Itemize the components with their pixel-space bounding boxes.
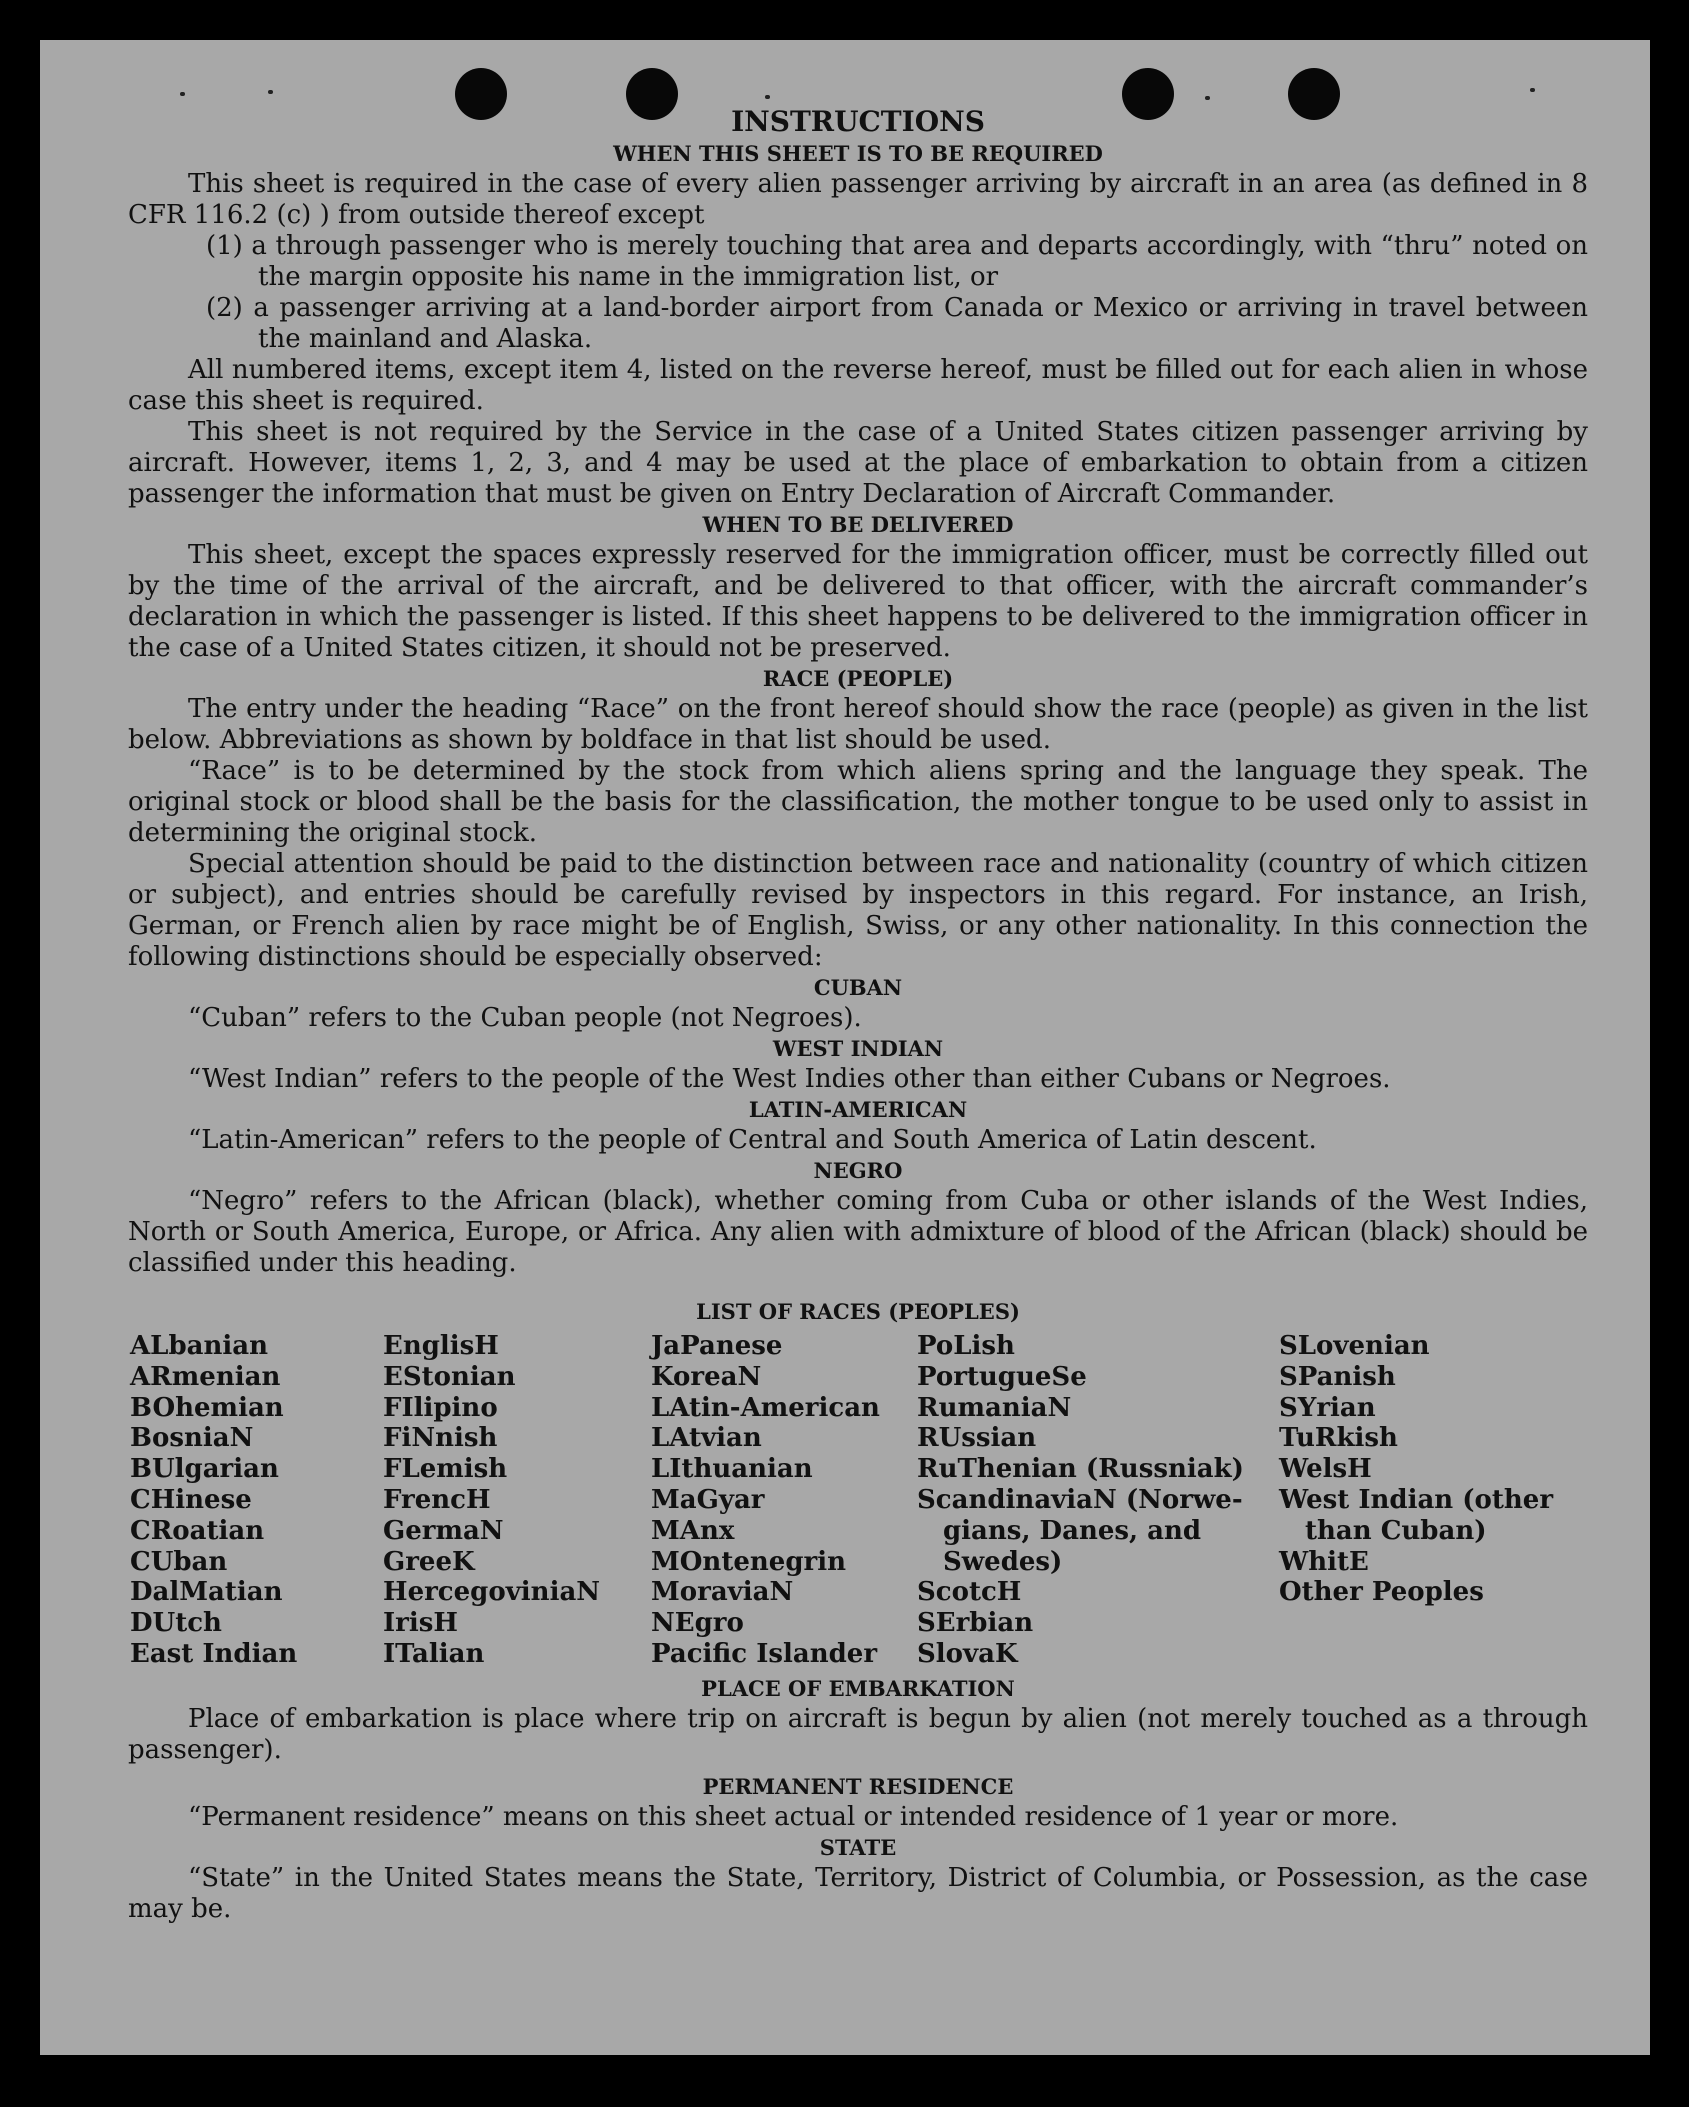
race-item: WhitE (1279, 1546, 1369, 1577)
race-item: LAtin-American (651, 1392, 880, 1423)
race-item: ARmenian (130, 1361, 281, 1392)
paragraph: “Cuban” refers to the Cuban people (not Negroes). (188, 1003, 862, 1033)
race-item: ALbanian (130, 1331, 269, 1361)
race-item: SLovenian (1279, 1331, 1430, 1361)
race-item: PortugueSe (917, 1361, 1087, 1392)
speck (1530, 88, 1535, 92)
race-item: East Indian (130, 1638, 298, 1669)
race-item: RUssian (917, 1423, 1037, 1454)
section-heading: PLACE OF EMBARKATION (701, 1675, 1015, 1701)
race-item: EnglisH (383, 1331, 499, 1361)
race-item: DalMatian (130, 1577, 283, 1608)
race-item: LAtvian (651, 1423, 762, 1454)
section-heading: RACE (PEOPLE) (762, 666, 954, 691)
speck (1205, 96, 1210, 100)
races-column (917, 1331, 1279, 1670)
race-item: BOhemian (130, 1392, 284, 1423)
race-item: Swedes) (943, 1546, 1063, 1577)
paragraph: “Race” is to be determined by the stock from which aliens spring and the language they speak. The original stock or blood shall be the basis for the classification, the mother tongue to be used only to assist in determining the original stock. (128, 756, 1588, 848)
section-heading: WEST INDIAN (772, 1036, 944, 1061)
race-item: TuRkish (1279, 1423, 1398, 1454)
paragraph-item: (2) a passenger arriving at a land-border airport from Canada or Mexico or arriving in travel between the mainland and Alaska. (206, 293, 1588, 354)
paragraph: This sheet, except the spaces expressly reserved for the immigration officer, must be correctly filled out by the time of the arrival of the aircraft, and be delivered to that officer, with the aircraft commander’s declaration in which the passenger is listed. If this sheet happens to be delivered to the immigration officer in the case of a United States citizen, it should not be preserved. (128, 540, 1588, 663)
race-item: IrisH (383, 1608, 458, 1639)
race-item: RumaniaN (917, 1392, 1072, 1423)
page-title: INSTRUCTIONS (731, 105, 985, 138)
section-heading: LATIN-AMERICAN (748, 1097, 968, 1122)
race-item: DUtch (130, 1608, 222, 1639)
section-heading: CUBAN (813, 975, 903, 1000)
speck (180, 92, 185, 96)
paragraph: This sheet is not required by the Service in the case of a United States citizen passenger arriving by aircraft. However, items 1, 2, 3, and 4 may be used at the place of embarkation to obtain from a citizen passenger the information that must be given on Entry Declaration of Aircraft Commander. (128, 417, 1588, 509)
race-item: gians, Danes, and (943, 1515, 1202, 1546)
race-item: than Cuban) (1305, 1515, 1487, 1546)
races-column (651, 1331, 917, 1670)
paragraph: “Latin-American” refers to the people of Central and South America of Latin descent. (188, 1125, 1317, 1155)
paragraph-item: (1) a through passenger who is merely touching that area and departs accordingly, with “thru” noted on the margin opposite his name in the immigration list, or (206, 231, 1588, 292)
race-item: SErbian (917, 1608, 1034, 1639)
race-item: GreeK (383, 1546, 475, 1577)
race-item: CHinese (130, 1484, 252, 1515)
race-item: Other Peoples (1279, 1577, 1484, 1608)
race-item: FiNnish (383, 1423, 498, 1454)
races-list (130, 1331, 1588, 1670)
race-item: FIlipino (383, 1392, 498, 1423)
race-item: LIthuanian (651, 1454, 813, 1485)
races-column (130, 1331, 383, 1670)
race-item: SYrian (1279, 1392, 1376, 1423)
race-item: GermaN (383, 1515, 504, 1546)
section-heading: STATE (819, 1834, 897, 1860)
section-heading: NEGRO (813, 1158, 903, 1183)
section-heading: PERMANENT RESIDENCE (702, 1773, 1014, 1799)
paragraph: All numbered items, except item 4, listed on the reverse hereof, must be filled out for each alien in whose case this sheet is required. (128, 355, 1588, 416)
paragraph: Place of embarkation is place where trip on aircraft is begun by alien (not merely touched as a through passenger). (128, 1703, 1588, 1765)
race-item: SlovaK (917, 1638, 1018, 1669)
race-item: ScandinaviaN (Norwe- (917, 1484, 1243, 1515)
race-item: WelsH (1279, 1454, 1372, 1485)
race-item: CUban (130, 1546, 228, 1577)
race-item: PoLish (917, 1331, 1015, 1361)
race-item: SPanish (1279, 1361, 1396, 1392)
race-item: MAnx (651, 1515, 735, 1546)
race-item: KoreaN (651, 1361, 762, 1392)
race-item: Pacific Islander (651, 1638, 878, 1669)
document-sheet (40, 40, 1650, 2055)
race-item: JaPanese (651, 1331, 783, 1361)
race-item: HercegoviniaN (383, 1577, 601, 1608)
section-heading: WHEN TO BE DELIVERED (702, 512, 1014, 537)
race-item: ScotcH (917, 1577, 1022, 1608)
section-heading: WHEN THIS SHEET IS TO BE REQUIRED (613, 141, 1103, 166)
paragraph: “Negro” refers to the African (black), whether coming from Cuba or other islands of the West Indies, North or South America, Europe, or Africa. Any alien with admixture of blood of the African (black) should be classified under this heading. (128, 1186, 1588, 1278)
races-column (383, 1331, 651, 1670)
speck (268, 90, 273, 94)
speck (765, 95, 770, 99)
race-item: EStonian (383, 1361, 516, 1392)
race-item: FrencH (383, 1484, 491, 1515)
race-item: MaGyar (651, 1484, 765, 1515)
race-item: ITalian (383, 1638, 485, 1669)
paragraph: This sheet is required in the case of every alien passenger arriving by aircraft in an area (as defined in 8 CFR 116.2 (c) ) from outside thereof except (128, 169, 1588, 230)
instructions-content (128, 105, 1588, 1925)
races-column (1279, 1331, 1579, 1670)
paragraph: “West Indian” refers to the people of the West Indies other than either Cubans or Negroes. (188, 1064, 1391, 1094)
race-item: West Indian (other (1279, 1484, 1554, 1515)
paragraph: The entry under the heading “Race” on the front hereof should show the race (people) as given in the list below. Abbreviations as shown by boldface in that list should be used. (128, 694, 1588, 755)
paragraph: Special attention should be paid to the distinction between race and nationality (country of which citizen or subject), and entries should be carefully revised by inspectors in this regard. For instance, an Irish, German, or French alien by race might be of English, Swiss, or any other nationality. In this connection the following distinctions should be especially observed: (128, 849, 1588, 972)
race-item: NEgro (651, 1608, 744, 1639)
paragraph: “Permanent residence” means on this sheet actual or intended residence of 1 year or more. (188, 1801, 1399, 1832)
section-heading: LIST OF RACES (PEOPLES) (696, 1299, 1020, 1324)
race-item: CRoatian (130, 1515, 265, 1546)
race-item: MOntenegrin (651, 1546, 846, 1577)
race-item: BosniaN (130, 1423, 254, 1454)
race-item: MoraviaN (651, 1577, 794, 1608)
race-item: BUlgarian (130, 1454, 279, 1485)
paragraph: “State” in the United States means the State, Territory, District of Columbia, or Possession, as the case may be. (128, 1862, 1588, 1924)
race-item: FLemish (383, 1454, 508, 1485)
race-item: RuThenian (Russniak) (917, 1454, 1244, 1485)
